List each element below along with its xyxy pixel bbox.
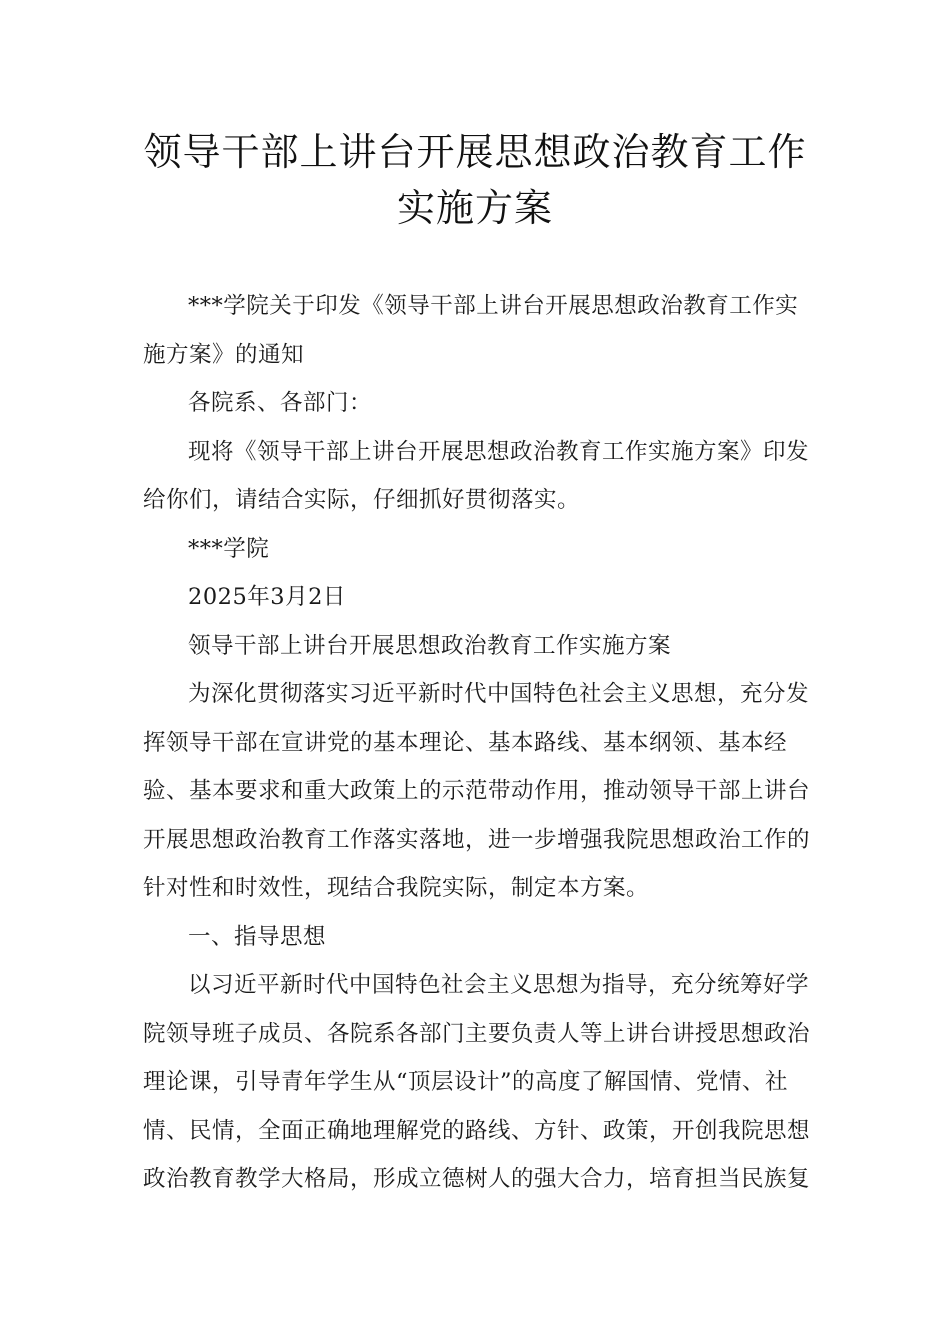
salutation: 各院系、各部门： xyxy=(188,390,373,416)
document-title xyxy=(0,124,950,236)
plan-title: 领导干部上讲台开展思想政治教育工作实施方案 xyxy=(188,632,672,659)
document-body xyxy=(143,282,811,1204)
notice-body: 现将《领导干部上讲台开展思想政治教育工作实施方案》印发给你们，请结合实际，仔细抓好贯彻落实。 xyxy=(143,438,810,513)
issuer: ***学院 xyxy=(188,535,270,562)
issue-date: 2025年3月2日 xyxy=(188,584,346,610)
title-line-2: 实施方案 xyxy=(396,186,553,230)
section-body-1: 以习近平新时代中国特色社会主义思想为指导，充分统筹好学院领导班子成员、各院系各部门主要负责人等上讲台讲授思想政治理论课，引导青年学生从“顶层设计”的高度了解国情、党情、社情、民情，全面正确地理解党的路线、方针、政策，开创我院思想政治教育教学大格局，形成立德树人的强大合力，培育担当民族复 xyxy=(143,972,811,1192)
plan-intro: 为深化贯彻落实习近平新时代中国特色社会主义思想，充分发挥领导干部在宣讲党的基本理论、基本路线、基本纲领、基本经验、基本要求和重大政策上的示范带动作用，推动领导干部上讲台开展思想政治教育工作落实落地，进一步增强我院思想政治工作的针对性和时效性，现结合我院实际，制定本方案。 xyxy=(143,681,811,901)
section-heading-1: 一、指导思想 xyxy=(188,923,327,950)
title-line-1: 领导干部上讲台开展思想政治教育工作 xyxy=(143,130,807,174)
notice-heading: ***学院关于印发《领导干部上讲台开展思想政治教育工作实施方案》的通知 xyxy=(143,293,799,368)
